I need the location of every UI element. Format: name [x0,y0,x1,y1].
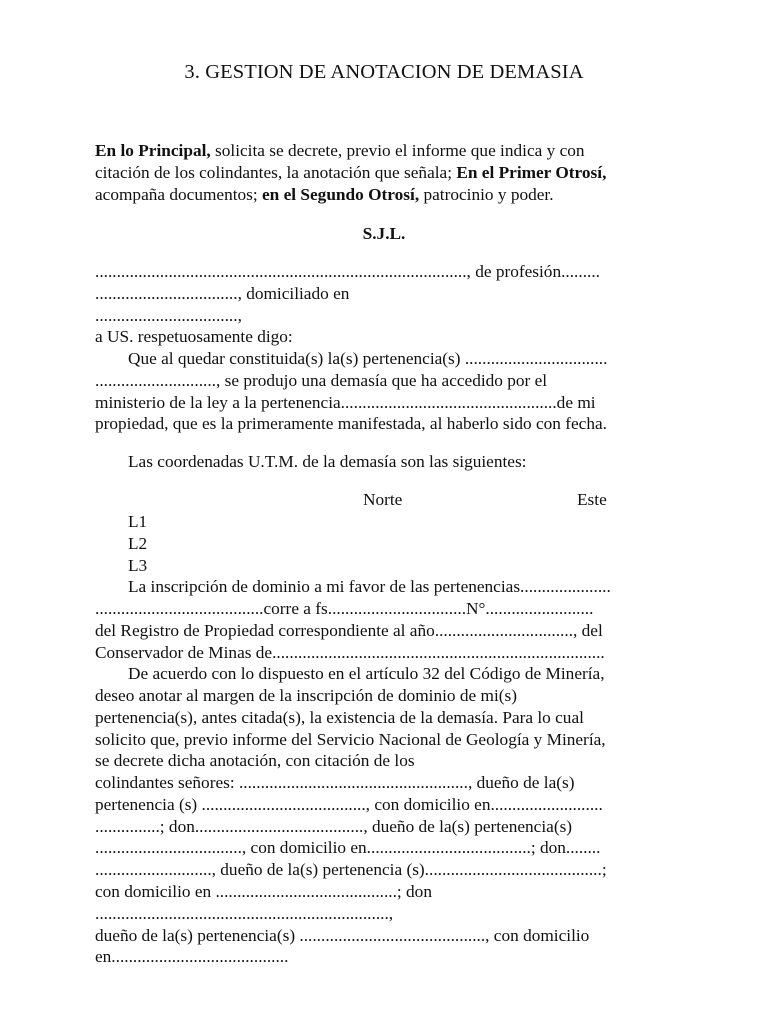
body-line-15: deseo anotar al margen de la inscripción de dominio de mi(s) [95,686,517,705]
sumilla-primer-otrosi-label: En el Primer Otrosí, [456,163,607,182]
body-line-13: Conservador de Minas de............................................................................. [95,643,605,662]
body-line-4: a US. respetuosamente digo: [95,327,293,346]
body-line-19: colindantes señores: ....................................................., dueño de la(s) [95,773,575,792]
body-line-7: ministerio de la ley a la pertenencia..................................................de mi [95,393,596,412]
document-title: 3. GESTION DE ANOTACION DE DEMASIA [184,61,584,83]
body-line-14: De acuerdo con lo dispuesto en el artículo 32 del Código de Minería, [128,664,605,683]
sumilla-principal-label: En lo Principal, [95,141,211,160]
body-line-5: Que al quedar constituida(s) la(s) pertenencia(s) ................................. [128,349,608,368]
body-line-23: ..........................., dueño de la(s) pertenencia (s).........................................; [95,860,607,879]
sumilla-line-3-text: acompaña documentos; [95,185,262,204]
body-line-11: .......................................corre a fs................................N°......................... [95,599,594,618]
body-line-17: solicito que, previo informe del Servicio Nacional de Geología y Minería, [95,730,606,749]
coordinate-row-l2: L2 [128,534,148,553]
body-line-6: ............................, se produjo una demasía que ha accedido por el [95,371,548,390]
body-line-22: .................................., con domicilio en......................................; don........ [95,838,601,857]
body-line-1a: ......................................................................................, de profesión [95,262,562,281]
body-line-1b: ......... [561,262,600,281]
body-line-12: del Registro de Propiedad correspondiente al año................................, del [95,621,603,640]
sumilla-line-1 [95,141,585,161]
body-line-3: ................................., [95,306,242,325]
body-line-1 [95,262,600,282]
sumilla-line-3-rest: patrocinio y poder. [419,185,554,204]
sjl-heading: S.J.L. [362,224,406,243]
body-line-27: en......................................... [95,947,289,966]
body-line-9: Las coordenadas U.T.M. de la demasía son las siguientes: [128,452,527,471]
body-line-10: La inscripción de dominio a mi favor de las pertenencias..................... [128,577,611,596]
column-header-este: Este [577,490,607,509]
body-line-26: dueño de la(s) pertenencia(s) ..........................................., con domicilio [95,926,590,945]
body-line-20: pertenencia (s) ......................................, con domicilio en.......................... [95,795,603,814]
body-line-24: con domicilio en ..........................................; don [95,882,432,901]
body-line-16: pertenencia(s), antes citada(s), la existencia de la demasía. Para lo cual [95,708,584,727]
sumilla-segundo-otrosi-label: en el Segundo Otrosí, [262,185,420,204]
body-line-2: ................................., domiciliado en [95,284,350,303]
sumilla-line-2-text: citación de los colindantes, la anotación que señala; [95,163,457,182]
column-header-norte: Norte [363,490,403,509]
body-line-21: ...............; don......................................., dueño de la(s) pertenencia(s) [95,817,573,836]
sumilla-principal-text: solicita se decrete, previo el informe que indica y con [210,141,585,160]
body-line-8: propiedad, que es la primeramente manifestada, al haberlo sido con fecha. [95,414,607,433]
sumilla-line-3 [95,185,554,205]
sumilla-line-2 [95,163,606,183]
body-line-25: ...................................................................., [95,904,394,923]
coordinate-row-l3: L3 [128,556,148,575]
body-line-18: se decrete dicha anotación, con citación de los [95,751,415,770]
coordinate-row-l1: L1 [128,512,148,531]
